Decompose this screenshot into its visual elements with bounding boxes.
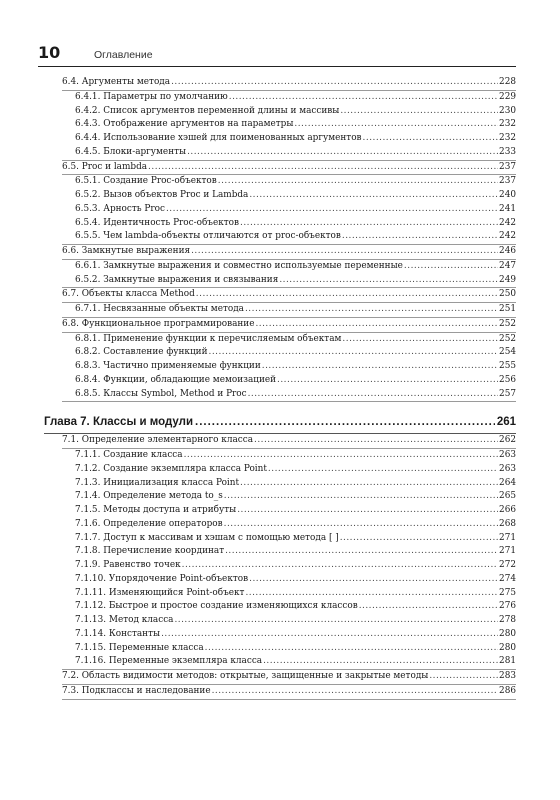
dot-leader: [171, 76, 498, 90]
toc-subsection[interactable]: [62, 274, 516, 289]
toc-entry-title: 7.1.13. Метод класса: [75, 615, 174, 625]
toc-subsection[interactable]: [62, 303, 516, 318]
dot-leader: [245, 587, 498, 601]
toc-subsection[interactable]: [62, 203, 516, 217]
toc-entry-title: 7.1.10. Упорядочение Point-объектов: [75, 573, 249, 584]
toc-entry-title: 7.1.16. Переменные экземпляра класса: [75, 656, 263, 667]
dot-leader: [340, 532, 498, 546]
chapter-title: Глава 7. Классы и модули: [44, 416, 194, 429]
dot-leader: [195, 411, 495, 433]
toc-entry-title: 6.8.3. Частично применяемые функции: [75, 361, 261, 371]
toc-subsection[interactable]: [62, 490, 516, 504]
toc-entry-title: 6.8.1. Применение функции к перечисляемым объектам: [75, 333, 342, 344]
toc-entry-page: 232: [499, 119, 516, 130]
toc-entry-title: 7.1.6. Определение операторов: [75, 518, 223, 529]
toc-entry-page: 280: [499, 642, 516, 653]
toc-entry-page: 274: [499, 573, 516, 584]
toc-subsection[interactable]: [62, 614, 516, 628]
toc-entry-page: 265: [499, 491, 516, 502]
toc-entry-title: 7.1.15. Переменные класса: [75, 642, 204, 653]
toc-subsection[interactable]: [62, 91, 516, 105]
dot-leader: [191, 245, 498, 259]
toc-subsection[interactable]: [62, 189, 516, 203]
dot-leader: [205, 642, 498, 656]
toc-entry-title: 7.1.1. Создание класса: [75, 450, 183, 460]
dot-leader: [225, 545, 498, 559]
toc-entry-page: 242: [499, 231, 516, 242]
toc-entry-title: 7.1.8. Перечисление координат: [75, 546, 225, 557]
toc-entry-title: 7.1. Определение элементарного класса: [62, 435, 253, 446]
toc-section[interactable]: [62, 670, 516, 685]
toc-section[interactable]: [62, 161, 516, 176]
toc-entry-title: 7.1.9. Равенство точек: [75, 560, 181, 570]
dot-leader: [174, 614, 498, 628]
page-number: 10: [38, 43, 61, 62]
toc-sections-chapter-7: [62, 434, 516, 699]
running-title: Оглавление: [94, 49, 153, 61]
dot-leader: [229, 91, 498, 105]
toc-entry-title: 7.2. Область видимости методов: открытые, защищенные и закрытые методы: [62, 671, 429, 681]
toc-entry-page: 268: [499, 518, 516, 529]
toc-entry-page: 252: [499, 318, 516, 329]
dot-leader: [212, 685, 498, 699]
toc-entry-page: 242: [499, 217, 516, 228]
toc-entry-title: 7.3. Подклассы и наследование: [62, 685, 211, 696]
dot-leader: [249, 573, 498, 587]
toc-section[interactable]: [62, 288, 516, 303]
toc-entry-title: 6.4.4. Использование хэшей для поименованных аргументов: [75, 133, 362, 143]
toc-entry-page: 271: [499, 546, 516, 557]
toc-subsection[interactable]: [62, 545, 516, 559]
toc-subsection[interactable]: [62, 573, 516, 587]
toc-entry-title: 6.4.5. Блоки-аргументы: [75, 146, 187, 157]
toc-entry-title: 6.4. Аргументы метода: [62, 77, 171, 87]
dot-leader: [248, 388, 498, 402]
toc-entry-title: 6.8. Функциональное программирование: [62, 318, 255, 329]
dot-leader: [268, 463, 498, 477]
toc-entry-title: 7.1.5. Методы доступа и атрибуты: [75, 505, 237, 515]
toc-entry-page: 264: [499, 477, 516, 488]
toc-entry-page: 286: [499, 685, 516, 696]
toc-entry-title: 6.8.2. Составление функций: [75, 347, 208, 358]
toc-entry-title: 6.4.2. Список аргументов переменной длины и массивы: [75, 105, 340, 116]
toc-entry-page: 251: [499, 304, 516, 314]
toc-subsection[interactable]: [62, 504, 516, 518]
toc-entry-title: 6.4.3. Отображение аргументов на параметры: [75, 119, 294, 130]
dot-leader: [224, 518, 498, 532]
toc-subsection[interactable]: [62, 449, 516, 463]
toc-subsection[interactable]: [62, 132, 516, 146]
dot-leader: [363, 132, 499, 146]
toc-entry-page: 228: [499, 77, 516, 87]
toc-subsection[interactable]: [62, 388, 516, 403]
dot-leader: [340, 105, 498, 119]
toc-subsection[interactable]: [62, 118, 516, 132]
dot-leader: [187, 146, 498, 160]
toc-entry-page: 280: [499, 628, 516, 639]
dot-leader: [240, 217, 498, 231]
toc-entry-page: 262: [499, 435, 516, 446]
toc-entry-title: 7.1.12. Быстрое и простое создание изменяющихся классов: [75, 601, 358, 612]
toc-entry-page: 240: [499, 190, 516, 200]
dot-leader: [404, 260, 498, 274]
dot-leader: [224, 490, 498, 504]
dot-leader: [279, 274, 498, 288]
toc-sections-chapter-6: [62, 76, 516, 402]
toc-subsection[interactable]: [62, 217, 516, 231]
toc-entry-title: 7.1.7. Доступ к массивам и хэшам с помощью метода [ ]: [75, 532, 339, 543]
toc-entry-title: 7.1.2. Создание экземпляра класса Point: [75, 463, 267, 474]
toc-subsection[interactable]: [62, 463, 516, 477]
toc-entry-title: 6.5.3. Арность Proc: [75, 203, 165, 214]
toc-subsection[interactable]: [62, 333, 516, 347]
toc-entry-page: 237: [499, 176, 516, 187]
toc-entry-title: 6.8.4. Функции, обладающие мемоизацией: [75, 374, 277, 385]
dot-leader: [184, 449, 498, 463]
dot-leader: [277, 374, 498, 388]
toc-entry-page: 241: [499, 203, 516, 214]
toc-entry-title: 7.1.11. Изменяющийся Point-объект: [75, 587, 245, 598]
toc-subsection[interactable]: [62, 655, 516, 670]
dot-leader: [196, 288, 498, 302]
toc-subsection[interactable]: [62, 559, 516, 573]
dot-leader: [209, 346, 499, 360]
toc-section[interactable]: [62, 685, 516, 700]
toc-entry-title: 6.4.1. Параметры по умолчанию: [75, 91, 228, 102]
toc-entry-title: 6.7. Объекты класса Method: [62, 289, 195, 300]
toc-entry-page: 263: [499, 463, 516, 474]
toc-section[interactable]: [62, 434, 516, 449]
toc-subsection[interactable]: [62, 374, 516, 388]
toc-entry-page: 254: [499, 347, 516, 358]
dot-leader: [342, 333, 498, 347]
toc-entry-page: 276: [499, 601, 516, 612]
toc-entry-title: 7.1.4. Определение метода to_s: [75, 491, 223, 502]
toc-subsection[interactable]: [62, 477, 516, 491]
dot-leader: [240, 477, 498, 491]
toc-entry-page: 255: [499, 361, 516, 371]
dot-leader: [359, 600, 498, 614]
toc-entry-title: 6.5.2. Вызов объектов Proc и Lambda: [75, 190, 249, 200]
toc-entry-title: 6.5.5. Чем lambda-объекты отличаются от proc-объектов: [75, 231, 341, 242]
toc-entry-page: 256: [499, 374, 516, 385]
toc-entry-page: 266: [499, 505, 516, 515]
toc-entry-title: 6.5.1. Создание Proc-объектов: [75, 176, 217, 187]
toc-subsection[interactable]: [62, 360, 516, 374]
toc-entry-page: 246: [499, 246, 516, 256]
dot-leader: [255, 318, 498, 332]
toc-entry-title: 7.1.14. Константы: [75, 628, 161, 639]
toc-entry-page: 229: [499, 91, 516, 102]
toc-entry-page: 257: [499, 388, 516, 399]
toc-entry-page: 233: [499, 146, 516, 157]
dot-leader: [237, 504, 498, 518]
toc-entry-title: 6.5.4. Идентичность Proc-объектов: [75, 217, 239, 228]
toc-section[interactable]: [62, 245, 516, 260]
dot-leader: [166, 203, 498, 217]
toc-entry-page: 283: [499, 671, 516, 681]
page-header: [38, 42, 516, 67]
toc-entry-title: 6.5.2. Замкнутые выражения и связывания: [75, 274, 279, 285]
dot-leader: [294, 118, 498, 132]
toc-entry-page: 271: [499, 532, 516, 543]
toc-entry-page: 232: [499, 133, 516, 143]
toc-subsection[interactable]: [62, 587, 516, 601]
toc-entry-title: 6.7.1. Несвязанные объекты метода: [75, 304, 244, 314]
toc-entry-title: 6.6.1. Замкнутые выражения и совместно используемые переменные: [75, 260, 403, 271]
toc-entry-page: 249: [499, 274, 516, 285]
toc-subsection[interactable]: [62, 642, 516, 656]
toc-entry-page: 237: [499, 161, 516, 172]
toc-entry-page: 281: [499, 656, 516, 667]
toc-entry-page: 275: [499, 587, 516, 598]
toc-subsection[interactable]: [62, 532, 516, 546]
toc-entry-page: 252: [499, 333, 516, 344]
toc-entry-page: 250: [499, 289, 516, 300]
dot-leader: [182, 559, 498, 573]
dot-leader: [429, 670, 498, 684]
toc-entry-title: 6.6. Замкнутые выражения: [62, 246, 191, 256]
dot-leader: [148, 161, 498, 175]
dot-leader: [218, 175, 498, 189]
toc-subsection[interactable]: [62, 346, 516, 360]
dot-leader: [249, 189, 498, 203]
toc-entry-page: 230: [499, 105, 516, 116]
dot-leader: [245, 303, 498, 317]
dot-leader: [263, 655, 498, 669]
dot-leader: [254, 434, 498, 448]
toc-subsection[interactable]: [62, 146, 516, 161]
toc-entry-page: 278: [499, 615, 516, 625]
chapter-heading[interactable]: [44, 411, 516, 434]
dot-leader: [342, 230, 498, 244]
table-of-contents: [44, 76, 516, 700]
toc-entry-title: 7.1.3. Инициализация класса Point: [75, 477, 240, 488]
toc-subsection[interactable]: [62, 600, 516, 614]
toc-subsection[interactable]: [62, 628, 516, 642]
toc-entry-title: 6.8.5. Классы Symbol, Method и Proc: [75, 388, 247, 399]
dot-leader: [161, 628, 498, 642]
toc-section[interactable]: [62, 76, 516, 91]
chapter-page: 261: [496, 416, 516, 429]
dot-leader: [262, 360, 498, 374]
toc-subsection[interactable]: [62, 105, 516, 119]
toc-subsection[interactable]: [62, 518, 516, 532]
toc-subsection[interactable]: [62, 260, 516, 274]
toc-entry-page: 247: [499, 260, 516, 271]
toc-entry-title: 6.5. Proc и lambda: [62, 161, 148, 172]
toc-subsection[interactable]: [62, 175, 516, 189]
toc-entry-page: 272: [499, 560, 516, 570]
toc-subsection[interactable]: [62, 230, 516, 245]
toc-section[interactable]: [62, 318, 516, 333]
toc-entry-page: 263: [499, 450, 516, 460]
